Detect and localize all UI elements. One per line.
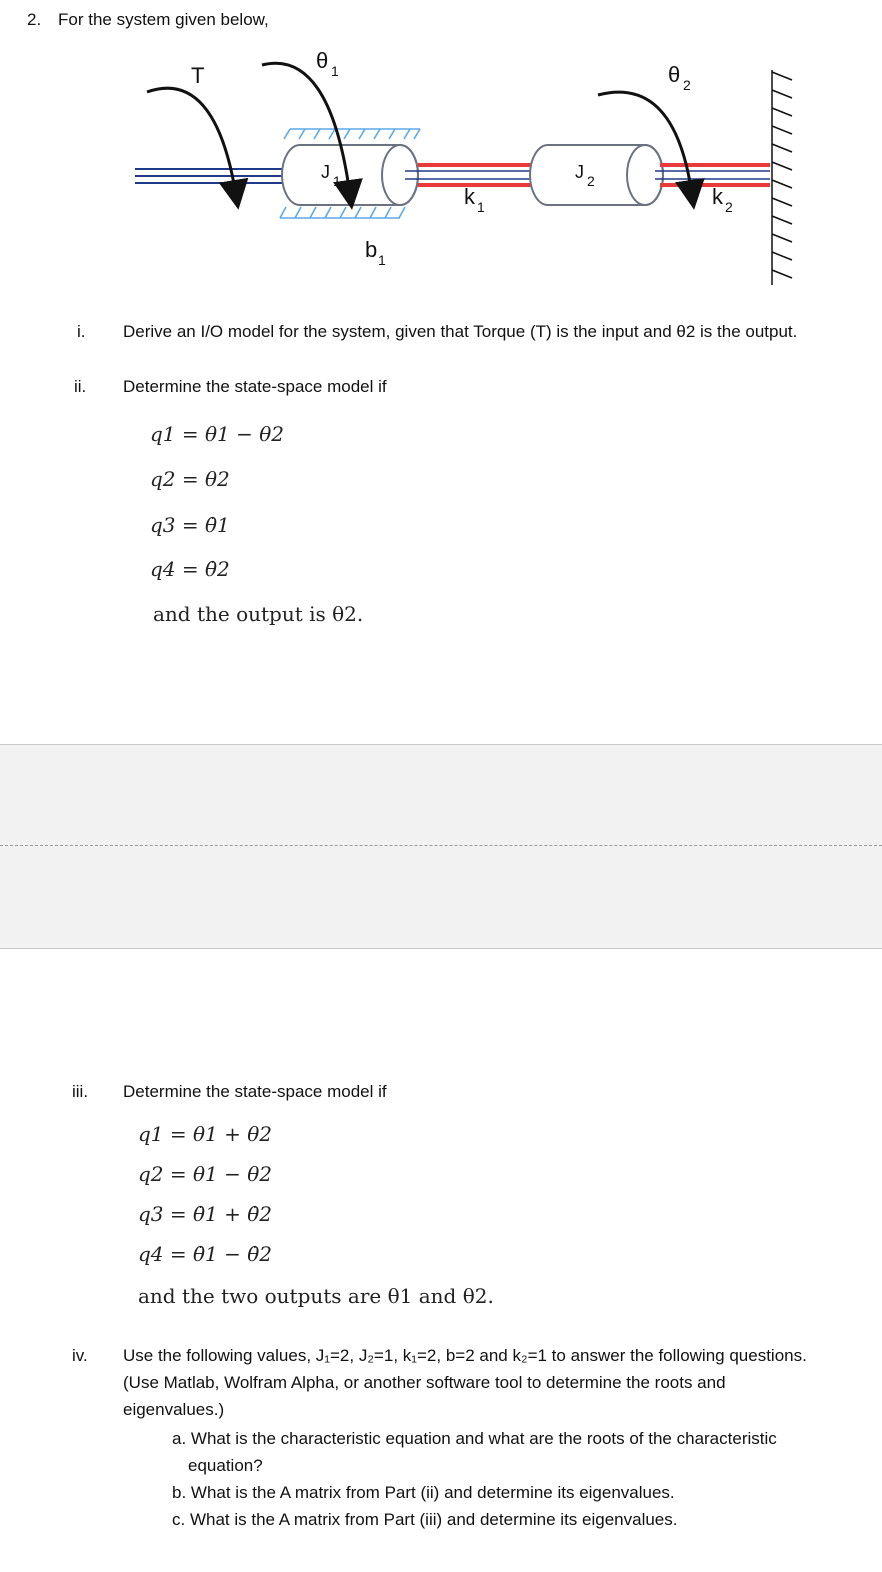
label-j1: J xyxy=(321,162,330,182)
part-iv-line1: Use the following values, J₁=2, J₂=1, k₁=2, b=2 and k₂=1 to answer the following questions. xyxy=(123,1346,807,1365)
part-iii-output: and the two outputs are θ1 and θ2. xyxy=(138,1284,494,1308)
question-intro: For the system given below, xyxy=(58,10,269,29)
part-ii-eq2: q2 = θ2 xyxy=(150,467,230,491)
part-ii-numeral: ii. xyxy=(74,377,87,396)
part-iii-eq1: q1 = θ1 + θ2 xyxy=(138,1122,273,1146)
part-ii-eq4: q4 = θ̇2 xyxy=(150,557,230,581)
subquestion-c: c. What is the A matrix from Part (iii) and determine its eigenvalues. xyxy=(172,1510,678,1529)
part-iv-subquestions xyxy=(172,1425,852,1533)
mechanical-system-diagram xyxy=(0,0,882,300)
subquestion-a-line2: equation? xyxy=(188,1456,263,1475)
question-number: 2. xyxy=(27,10,42,29)
part-iii-eq3: q3 = θ̇1 + θ̇2 xyxy=(138,1202,273,1226)
label-j2-sub: 2 xyxy=(587,173,595,189)
input-shaft xyxy=(135,169,287,183)
part-i-text: Derive an I/O model for the system, given that Torque (T) is the input and θ2 is the output. xyxy=(123,322,798,341)
label-k1: k xyxy=(464,184,475,209)
part-iii-eq4: q4 = θ̇1 − θ̇2 xyxy=(138,1242,273,1266)
label-b1: b xyxy=(365,237,378,262)
part-iv-line3: eigenvalues.) xyxy=(123,1400,225,1419)
label-theta2: θ xyxy=(668,62,681,87)
inertia-j2 xyxy=(530,145,663,205)
torque-arrow-icon xyxy=(147,88,236,195)
part-iv-body xyxy=(123,1342,863,1423)
label-k1-sub: 1 xyxy=(477,199,485,215)
part-iii-numeral: iii. xyxy=(72,1082,89,1101)
label-theta2-sub: 2 xyxy=(683,77,691,93)
fixed-wall xyxy=(772,70,792,285)
part-iii-eq2: q2 = θ1 − θ2 xyxy=(138,1162,273,1186)
part-ii-output: and the output is θ2. xyxy=(153,602,364,626)
answer-divider xyxy=(0,845,882,846)
part-iii-text: Determine the state-space model if xyxy=(123,1082,387,1101)
label-j2: J xyxy=(575,162,584,182)
spring-k2 xyxy=(655,165,770,185)
part-ii-eq1: q1 = θ1 − θ2 xyxy=(150,422,285,446)
subquestion-a-line1: a. What is the characteristic equation and what are the roots of the characteristic xyxy=(172,1429,777,1448)
label-k2-sub: 2 xyxy=(725,199,733,215)
part-ii-eq3: q3 = θ̇1 xyxy=(150,513,230,537)
label-k2: k xyxy=(712,184,723,209)
spring-k1 xyxy=(405,165,535,185)
answer-area[interactable] xyxy=(0,744,882,949)
part-ii-text: Determine the state-space model if xyxy=(123,377,387,396)
part-iv-line2: (Use Matlab, Wolfram Alpha, or another software tool to determine the roots and xyxy=(123,1373,726,1392)
subquestion-b: b. What is the A matrix from Part (ii) and determine its eigenvalues. xyxy=(172,1483,675,1502)
part-iv-numeral: iv. xyxy=(72,1346,88,1365)
label-torque: T xyxy=(191,63,205,88)
part-i-numeral: i. xyxy=(77,322,86,341)
label-theta1-sub: 1 xyxy=(331,63,339,79)
label-b1-sub: 1 xyxy=(378,252,386,268)
label-j1-sub: 1 xyxy=(333,173,341,189)
inertia-j1 xyxy=(282,145,418,205)
label-theta1: θ xyxy=(316,48,329,73)
